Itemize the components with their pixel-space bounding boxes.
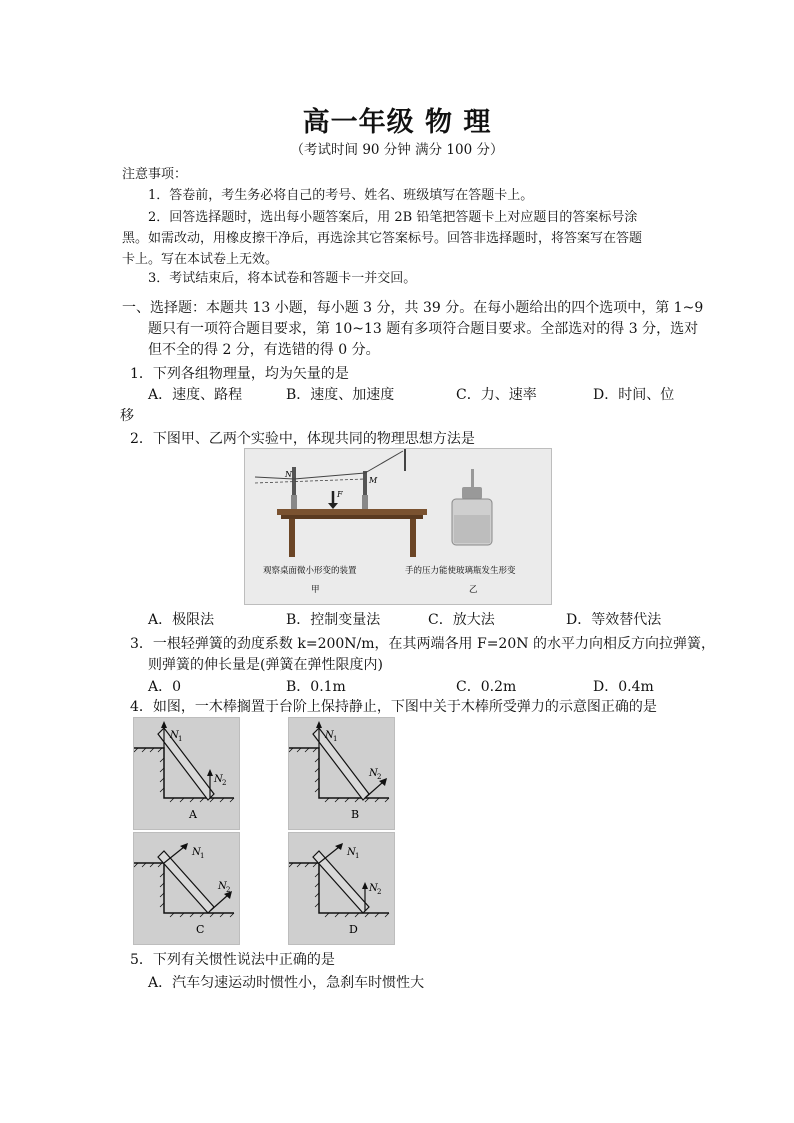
n1-sub: 1 — [333, 735, 338, 743]
notice-heading: 注意事项： — [122, 167, 188, 182]
n2-sub: 2 — [377, 888, 382, 896]
n2-arrow — [210, 895, 228, 911]
n2-arrow — [365, 782, 383, 798]
label-jia: 甲 — [311, 585, 320, 595]
notice-line: 卡上。写在本试卷上无效。 — [122, 252, 279, 267]
wooden-rod — [313, 728, 369, 800]
light-beam — [294, 473, 365, 479]
n1-label: N — [192, 847, 201, 858]
table-leg — [410, 519, 416, 557]
n2-sub: 2 — [226, 886, 231, 894]
caption-left: 观察桌面微小形变的装置 — [263, 566, 357, 576]
bottle-liquid — [454, 515, 490, 543]
q2-option-c: C．放大法 — [428, 612, 495, 628]
n1-arrowhead — [161, 721, 167, 728]
section-instruction: 题只有一项符合题目要求，第 10~13 题有多项符合题目要求。全部选对的得 3 分，选对 — [148, 321, 699, 337]
panel-label: D — [349, 923, 358, 936]
q3-option-a: A．0 — [148, 679, 182, 695]
n2-sub: 2 — [377, 773, 382, 781]
wooden-rod — [158, 728, 214, 800]
mirror-m — [363, 471, 367, 495]
q1-option-b: B．速度、加速度 — [286, 387, 395, 403]
question-4-stem: 4．如图，一木棒搁置于台阶上保持静止，下图中关于木棒所受弹力的示意图正确的是 — [130, 699, 657, 715]
table-rim — [281, 515, 423, 519]
n1-sub: 1 — [178, 735, 183, 743]
q2-option-b: B．控制变量法 — [286, 612, 381, 628]
mirror-stand — [291, 495, 297, 509]
n2-arrowhead — [362, 882, 368, 889]
section-instruction: 一、选择题：本题共 13 小题，每小题 3 分，共 39 分。在每小题给出的四个选项中，第 1~9 — [122, 300, 704, 316]
section-instruction: 但不全的得 2 分，有选错的得 0 分。 — [148, 342, 380, 358]
q4-panel-c — [133, 832, 240, 945]
page-title: 高一年级 物 理 — [302, 107, 492, 138]
question-5-stem: 5．下列有关惯性说法中正确的是 — [130, 952, 335, 968]
table-leg — [289, 519, 295, 557]
notice-line: 1．答卷前，考生务必将自己的考号、姓名、班级填写在答题卡上。 — [148, 188, 534, 203]
table-top — [277, 509, 427, 515]
q1-option-d-wrap: 移 — [120, 408, 134, 424]
q3-option-d: D．0.4m — [593, 679, 654, 695]
q3-option-c: C．0.2m — [456, 679, 517, 695]
n2-label: N — [218, 881, 227, 892]
panel-label: A — [189, 808, 197, 821]
q2-option-a: A．极限法 — [148, 612, 215, 628]
question-3-stem-cont: 则弹簧的伸长量是(弹簧在弹性限度内) — [148, 657, 383, 673]
q2-figure — [244, 448, 552, 605]
q5-option-a: A．汽车匀速运动时惯性小，急刹车时惯性大 — [148, 975, 425, 991]
force-arrowhead — [328, 503, 338, 509]
q1-option-d: D．时间、位 — [593, 387, 675, 403]
question-2-stem: 2．下图甲、乙两个实验中，体现共同的物理思想方法是 — [130, 431, 475, 447]
question-1-stem: 1．下列各组物理量，均为矢量的是 — [130, 366, 349, 382]
label-f: F — [337, 490, 343, 499]
n1-sub: 1 — [355, 852, 360, 860]
q3-option-b: B．0.1m — [286, 679, 346, 695]
q4-panel-a — [133, 717, 240, 830]
q1-option-a: A．速度、路程 — [148, 387, 243, 403]
n1-label: N — [347, 847, 356, 858]
n2-label: N — [369, 883, 378, 894]
light-beam-deflected — [255, 479, 365, 483]
panel-label: C — [196, 923, 205, 936]
n2-sub: 2 — [222, 779, 227, 787]
q2-figure-drawing — [245, 449, 551, 604]
q1-option-c: C．力、速率 — [456, 387, 537, 403]
q4-panel-d — [288, 832, 395, 945]
label-m: M — [369, 476, 378, 485]
question-3-stem: 3．一根轻弹簧的劲度系数 k=200N/m，在其两端各用 F=20N 的水平力向相反方向拉弹簧， — [130, 636, 715, 652]
notice-line: 3．考试结束后，将本试卷和答题卡一并交回。 — [148, 271, 417, 286]
q4-panel-b — [288, 717, 395, 830]
exam-info: （考试时间 90 分钟 满分 100 分） — [290, 142, 504, 158]
mirror-n — [292, 467, 296, 495]
wooden-rod — [158, 851, 214, 913]
caption-right: 手的压力能使玻璃瓶发生形变 — [405, 566, 516, 576]
n2-label: N — [214, 774, 223, 785]
n1-label: N — [325, 730, 334, 741]
mirror-stand — [362, 495, 368, 509]
label-n: N — [285, 470, 292, 479]
n1-label: N — [170, 730, 179, 741]
notice-line: 2．回答选择题时，选出每小题答案后，用 2B 铅笔把答题卡上对应题目的答案标号涂 — [148, 210, 638, 225]
wooden-rod — [313, 851, 369, 913]
notice-line: 黑。如需改动，用橡皮擦干净后，再选涂其它答案标号。回答非选择题时，将答案写在答题 — [122, 231, 643, 246]
n2-arrowhead — [207, 769, 213, 776]
panel-label: B — [351, 808, 360, 821]
n1-sub: 1 — [200, 852, 205, 860]
n2-label: N — [369, 768, 378, 779]
bottle-neck — [462, 487, 482, 499]
light-beam — [365, 451, 403, 473]
q2-option-d: D．等效替代法 — [566, 612, 662, 628]
n1-arrowhead — [316, 721, 322, 728]
label-yi: 乙 — [469, 585, 478, 595]
